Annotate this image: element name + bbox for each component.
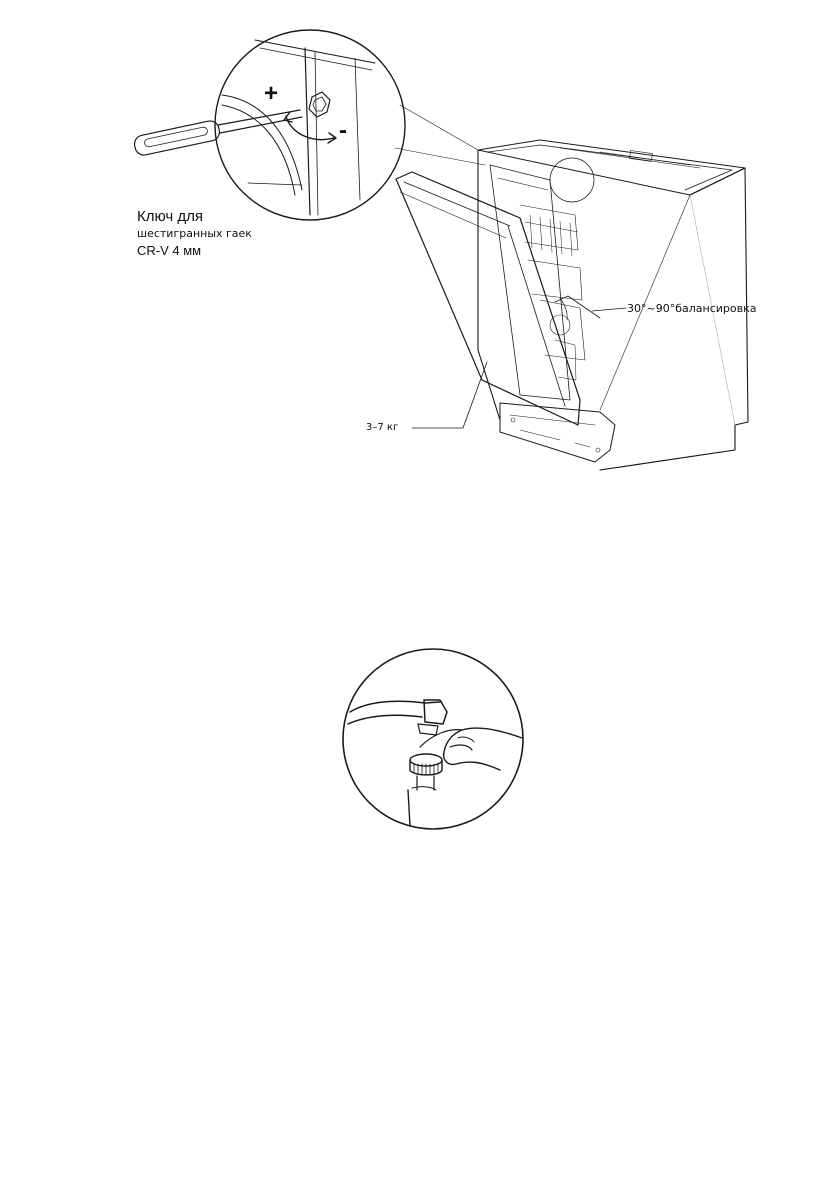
water-tap-diagram: [343, 649, 523, 829]
hex-key-label-line2: шестигранных гаек: [137, 227, 252, 240]
hex-key-label-line3: CR-V 4 мм: [137, 243, 202, 258]
minus-sign-icon: -: [339, 117, 347, 144]
plus-sign-icon: +: [264, 80, 279, 107]
door-weight-label: 3–7 кг: [366, 422, 399, 433]
hex-key-tool: [133, 110, 302, 157]
hex-key-label-line1: Ключ для: [137, 208, 204, 225]
dishwasher-drawing: [395, 105, 748, 470]
hinge-zoom-inset: [215, 30, 405, 220]
balance-angle-label: 30°~90°балансировка: [627, 302, 757, 315]
